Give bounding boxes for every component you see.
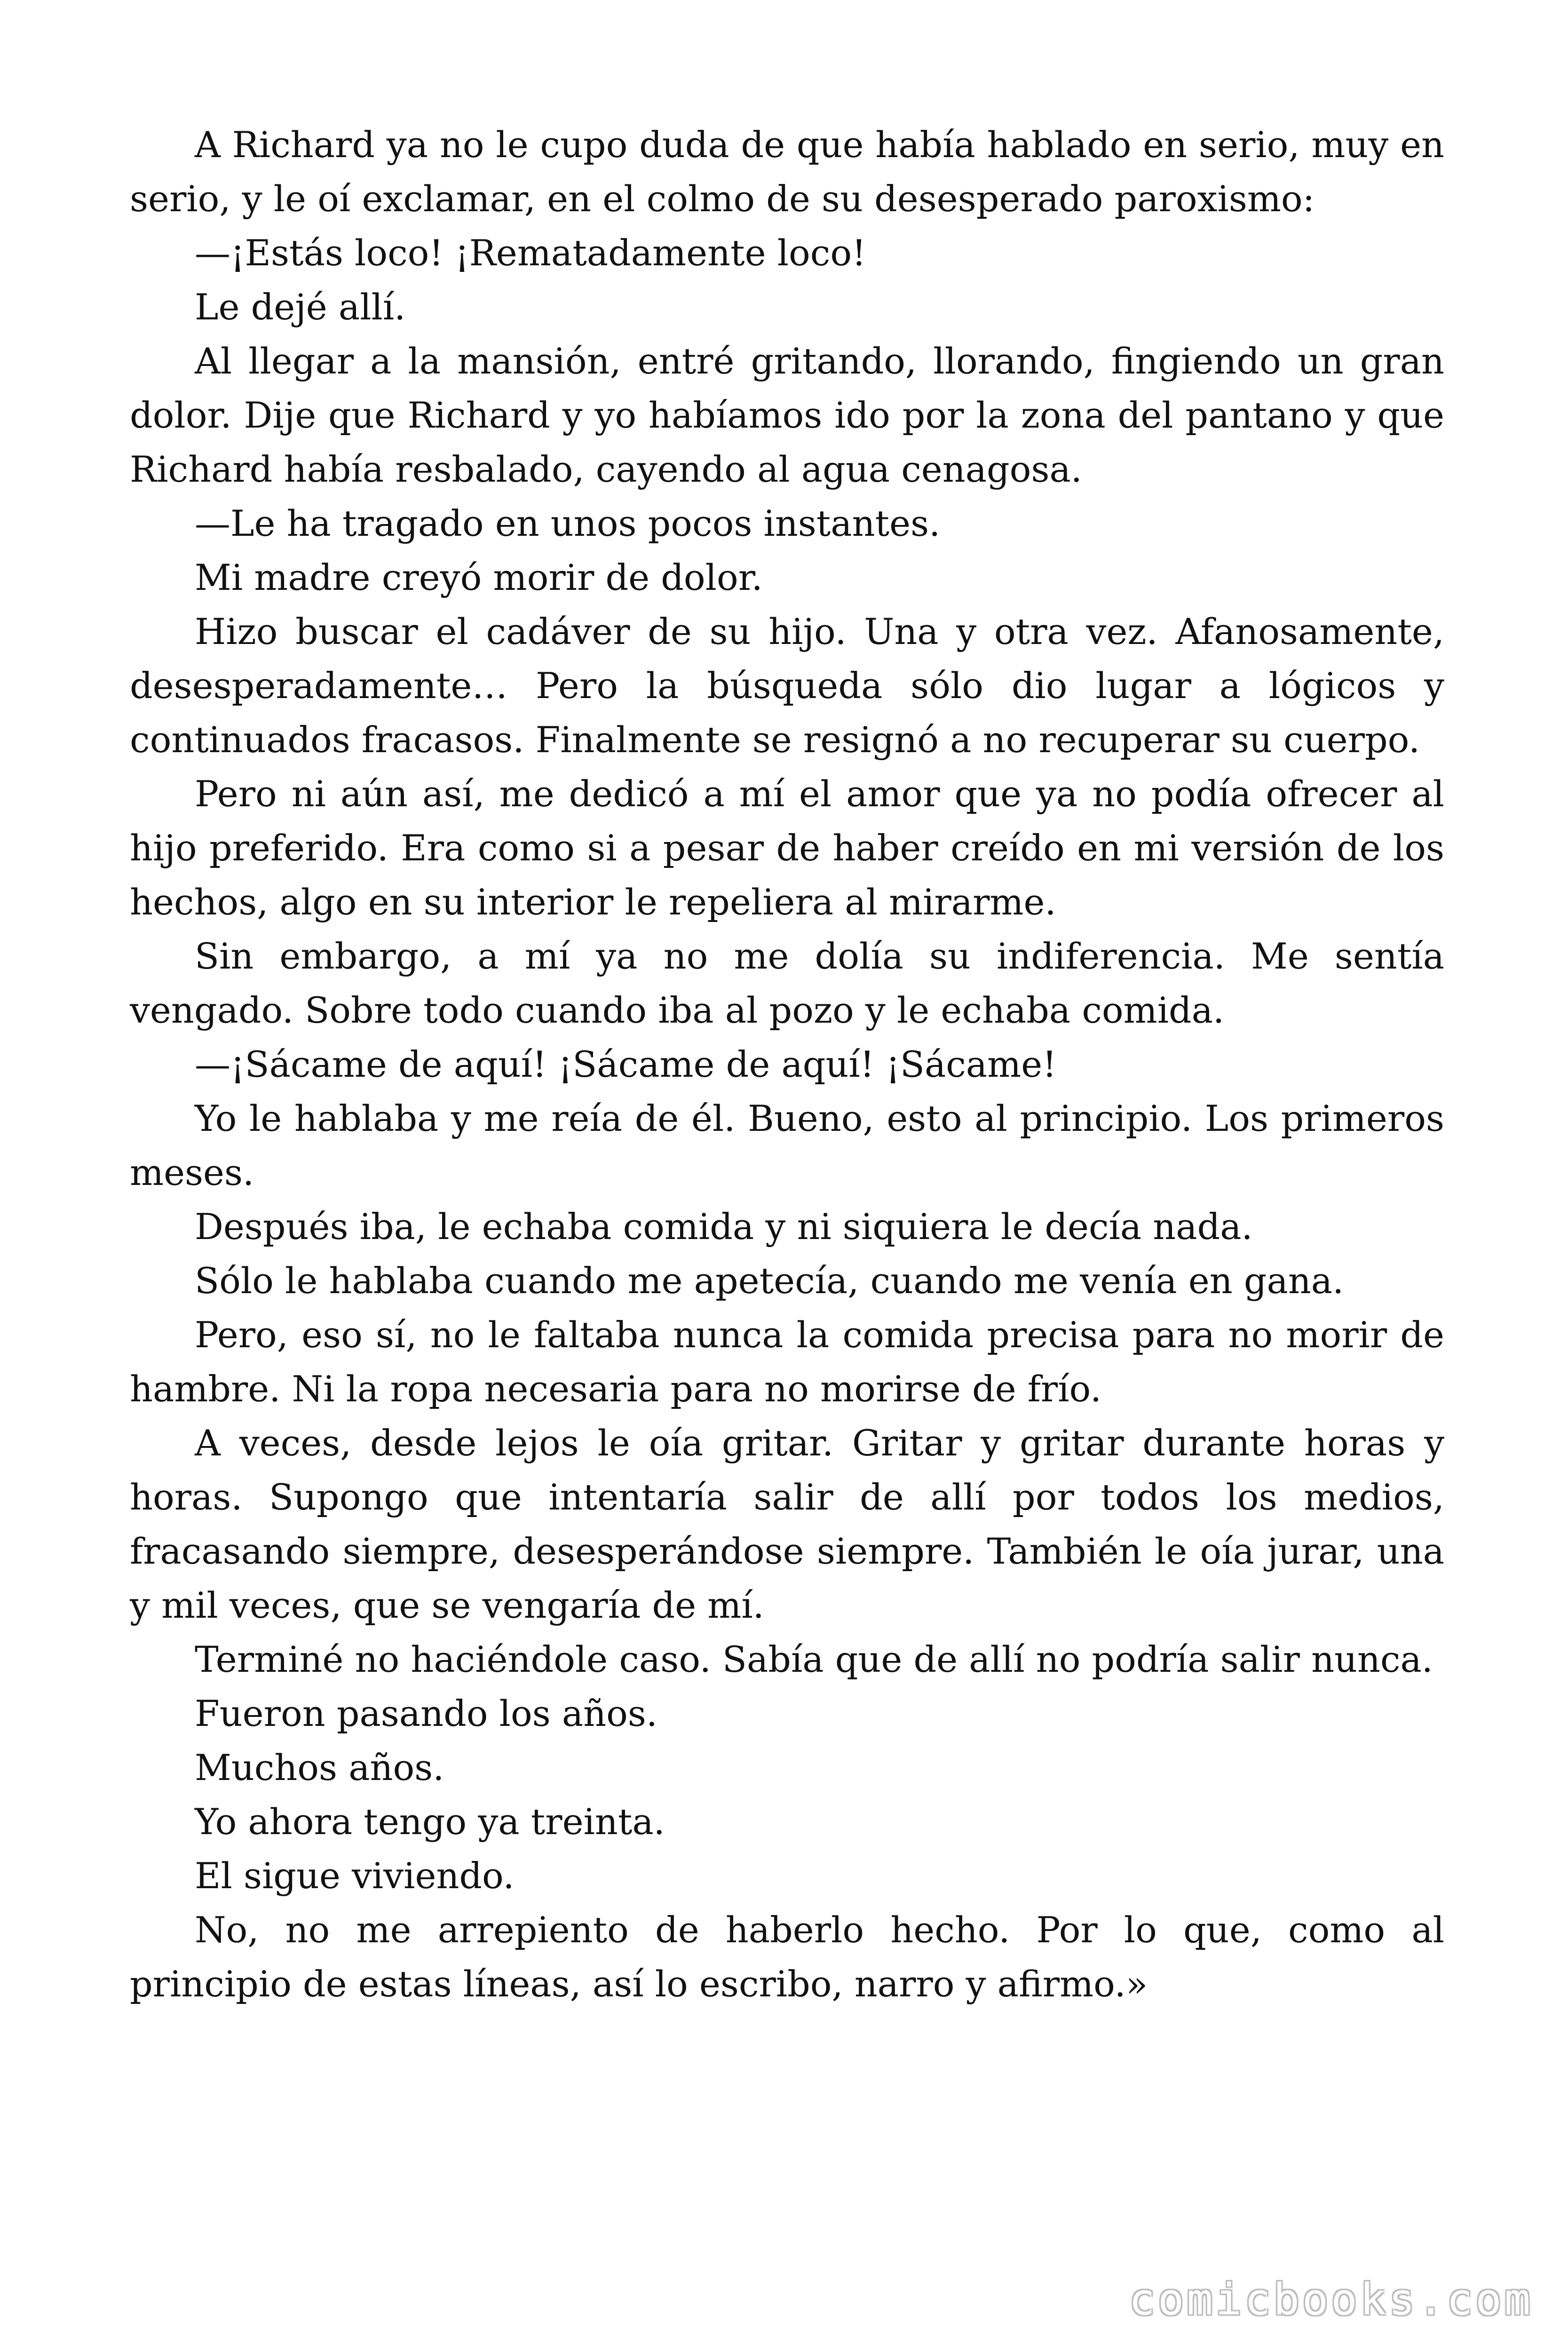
body-text — [130, 118, 1444, 2011]
paragraph: No, no me arrepiento de haberlo hecho. Por lo que, como al principio de estas líneas, así lo escribo, narro y afirmo.» — [130, 1909, 1444, 2005]
paragraph: Sólo le hablaba cuando me apetecía, cuando me venía en gana. — [195, 1260, 1344, 1302]
paragraph: Hizo buscar el cadáver de su hijo. Una y otra vez. Afanosamente, desesperadamente… Pero la búsqueda sólo dio lugar a lógicos y continuados fracasos. Finalmente se resignó a no recuperar su cuerpo. — [130, 611, 1444, 761]
paragraph: Terminé no haciéndole caso. Sabía que de allí no podría salir nunca. — [195, 1638, 1433, 1680]
paragraph: Pero ni aún así, me dedicó a mí el amor que ya no podía ofrecer al hijo preferido. Era como si a pesar de haber creído en mi versión de los hechos, algo en su interior le repeliera al mirarme. — [130, 773, 1444, 923]
paragraph: El sigue viviendo. — [195, 1855, 515, 1897]
paragraph: —¡Estás loco! ¡Rematadamente loco! — [195, 232, 866, 274]
paragraph: Después iba, le echaba comida y ni siquiera le decía nada. — [195, 1206, 1253, 1248]
paragraph: A Richard ya no le cupo duda de que había hablado en serio, muy en serio, y le oí exclamar, en el colmo de su desesperado paroxismo: — [130, 124, 1444, 220]
paragraph: Muchos años. — [195, 1747, 444, 1788]
paragraph: Yo ahora tengo ya treinta. — [195, 1801, 665, 1843]
paragraph: Pero, eso sí, no le faltaba nunca la comida precisa para no morir de hambre. Ni la ropa necesaria para no morirse de frío. — [130, 1314, 1444, 1410]
paragraph: —Le ha tragado en unos pocos instantes. — [195, 502, 941, 544]
paragraph: —¡Sácame de aquí! ¡Sácame de aquí! ¡Sácame! — [195, 1043, 1057, 1085]
paragraph: A veces, desde lejos le oía gritar. Gritar y gritar durante horas y horas. Supongo que intentaría salir de allí por todos los medios, fracasando siempre, desesperándose siempre. También le oía jurar, una y mil veces, que se vengaría de mí. — [130, 1422, 1444, 1626]
paragraph: Mi madre creyó morir de dolor. — [195, 556, 763, 598]
paragraph: Sin embargo, a mí ya no me dolía su indiferencia. Me sentía vengado. Sobre todo cuando iba al pozo y le echaba comida. — [130, 935, 1444, 1031]
paragraph: Yo le hablaba y me reía de él. Bueno, esto al principio. Los primeros meses. — [130, 1097, 1444, 1193]
paragraph: Fueron pasando los años. — [195, 1692, 658, 1734]
watermark: comicbooks.com — [1129, 2274, 1533, 2325]
paragraph: Le dejé allí. — [195, 286, 406, 328]
paragraph: Al llegar a la mansión, entré gritando, llorando, fingiendo un gran dolor. Dije que Richard y yo habíamos ido por la zona del pantano y que Richard había resbalado, cayendo al agua cenagosa. — [130, 340, 1444, 490]
